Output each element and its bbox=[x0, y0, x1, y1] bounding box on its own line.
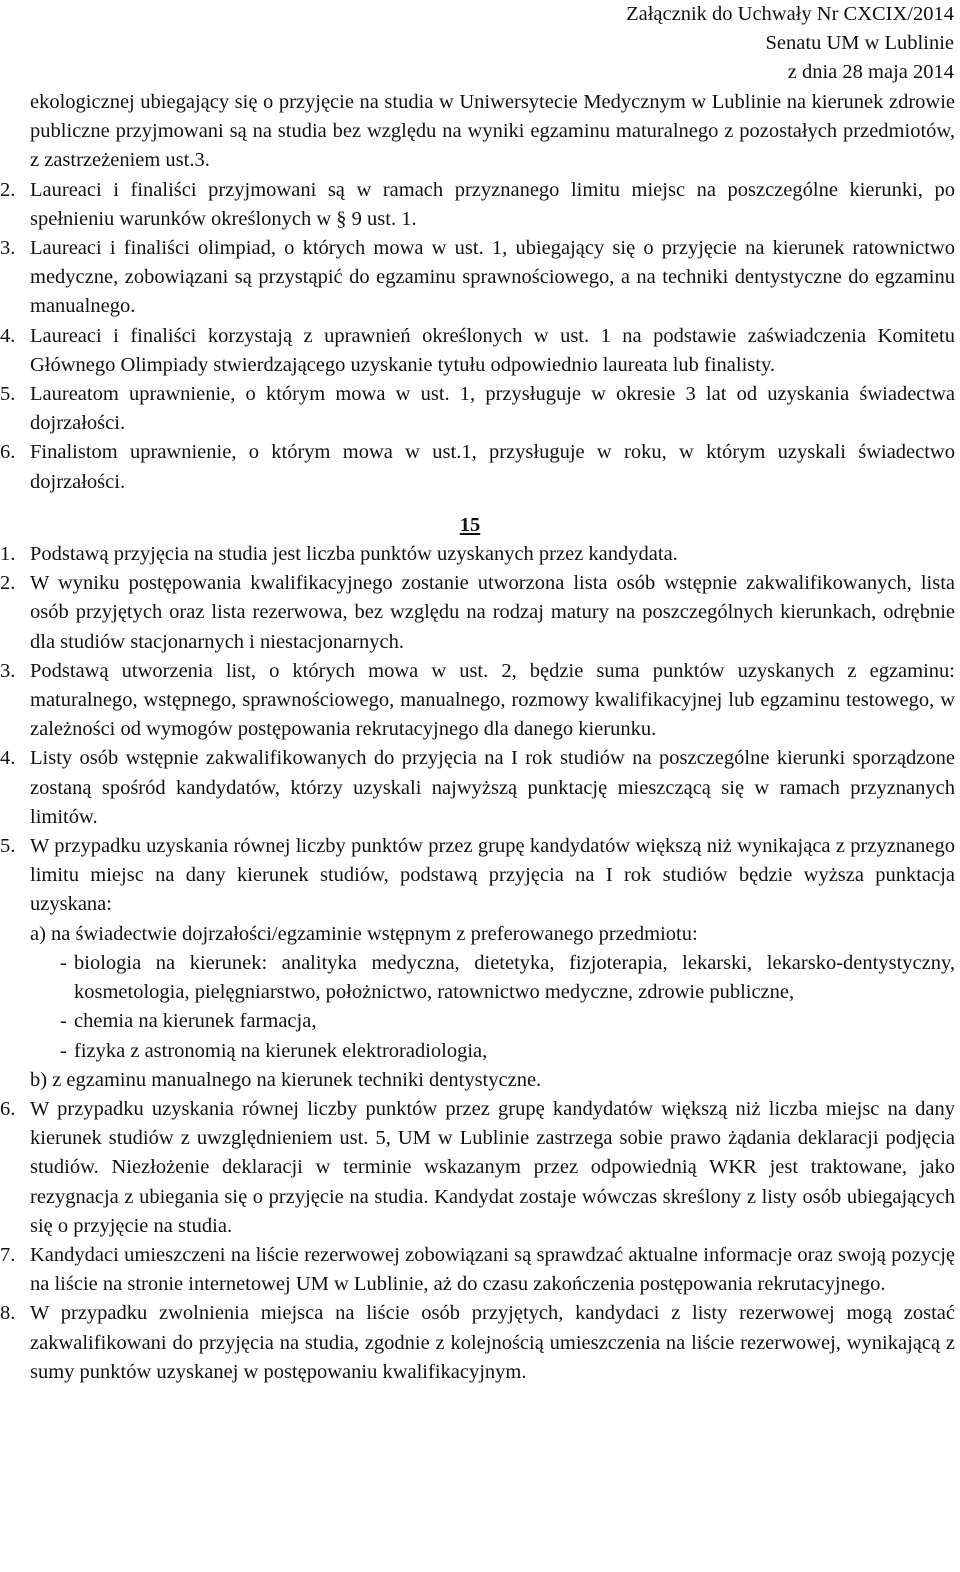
paragraph-text: Podstawą utworzenia list, o których mowa w ust. 2, będzie suma punktów uzyskanych z egzaminu: maturalnego, wstępnego, sprawnościowego, manualnego, rozmowy kwalifikacyjnej lub egzaminu testowego, w zależności od wymogów postępowania rekrutacyjnego dla danego kierunku. bbox=[30, 659, 955, 741]
paragraph-number: 5. bbox=[0, 383, 16, 406]
dash-marker: - bbox=[60, 1039, 67, 1062]
paragraph-item bbox=[0, 438, 955, 496]
document-body bbox=[0, 88, 955, 1387]
dash-marker: - bbox=[60, 951, 67, 974]
paragraph-item bbox=[0, 832, 955, 920]
paragraph-item bbox=[0, 569, 955, 657]
paragraph-number: 4. bbox=[0, 324, 16, 347]
paragraph-number: 7. bbox=[0, 1243, 16, 1266]
paragraph-item bbox=[0, 234, 955, 322]
paragraph-text: Listy osób wstępnie zakwalifikowanych do przyjęcia na I rok studiów na poszczególne kierunki sporządzone zostaną spośród kandydatów, którzy uzyskali najwyższą punktację mieszczącą się w ramach przyznanych limitów. bbox=[30, 747, 955, 828]
paragraph-text: W przypadku uzyskania równej liczby punktów przez grupę kandydatów większą niż liczba miejsc na dany kierunek studiów z uwzględnieniem ust. 5, UM w Lublinie zastrzega sobie prawo żądania deklaracji podjęcia studiów. Niezłożenie deklaracji w terminie wskazanym przez odpowiednią WKR jest traktowane, jako rezygnacja z ubiegania się o przyjęcie na studia. Kandydat zostaje wówczas skreślony z listy osób ubiegających się o przyjęcie na studia. bbox=[30, 1097, 955, 1237]
paragraph-number: 8. bbox=[0, 1302, 16, 1325]
paragraph-number: 3. bbox=[0, 659, 16, 682]
header-attachment-line: Załącznik do Uchwały Nr CXCIX/2014 bbox=[626, 3, 954, 25]
paragraph-text: Laureaci i finaliści przyjmowani są w ramach przyznanego limitu miejsc na poszczególne kierunki, po spełnieniu warunków określonych w § 9 ust. 1. bbox=[30, 178, 955, 230]
paragraph-number: 6. bbox=[0, 441, 16, 464]
paragraph-number: 6. bbox=[0, 1097, 16, 1120]
paragraph-text: Laureaci i finaliści olimpiad, o których mowa w ust. 1, ubiegający się o przyjęcie na kierunek ratownictwo medyczne, zobowiązani są przystąpić do egzaminu sprawnościowego, a na techniki dentystyczne do egzaminu manualnego. bbox=[30, 237, 955, 318]
paragraph-item bbox=[0, 1095, 955, 1241]
dash-text: fizyka z astronomią na kierunek elektroradiologia, bbox=[74, 1039, 488, 1062]
paragraph-text: W przypadku uzyskania równej liczby punktów przez grupę kandydatów większą niż wynikająca z przyznanego limitu miejsc na dany kierunek studiów, podstawą przyjęcia na I rok studiów będzie wyższa punktacja uzyskana: bbox=[30, 835, 955, 916]
paragraph-item bbox=[0, 744, 955, 832]
paragraph-number: 4. bbox=[0, 747, 16, 770]
paragraph-text: W wyniku postępowania kwalifikacyjnego zostanie utworzona lista osób wstępnie zakwalifikowanych, lista osób przyjętych oraz lista rezerwowa, bez względu na rodzaj matury na poszczególnych kierunkach, odrębnie dla studiów stacjonarnych i niestacjonarnych. bbox=[30, 572, 955, 653]
paragraph-text: W przypadku zwolnienia miejsca na liście osób przyjętych, kandydaci z listy rezerwowej mogą zostać zakwalifikowani do przyjęcia na studia, zgodnie z kolejnością umieszczenia na liście rezerwowej, wynikającą z sumy punktów uzyskanej w postępowaniu kwalifikacyjnym. bbox=[30, 1302, 955, 1383]
section-15-items bbox=[0, 540, 955, 1387]
header-senate-line: Senatu UM w Lublinie bbox=[765, 32, 954, 54]
subpoint-a: a) na świadectwie dojrzałości/egzaminie wstępnym z preferowanego przedmiotu: bbox=[30, 922, 698, 945]
paragraph-text: Finalistom uprawnienie, o którym mowa w ust.1, przysługuje w roku, w którym uzyskali świadectwo dojrzałości. bbox=[30, 441, 955, 493]
dash-item bbox=[30, 1007, 955, 1036]
paragraph-text: Kandydaci umieszczeni na liście rezerwowej zobowiązani są sprawdzać aktualne informacje oraz swoją pozycję na liście na stronie internetowej UM w Lublinie, aż do czasu zakończenia postępowania rekrutacyjnego. bbox=[30, 1243, 955, 1296]
paragraph-number: 2. bbox=[0, 572, 16, 595]
subpoint-b: b) z egzaminu manualnego na kierunek techniki dentystyczne. bbox=[30, 1068, 542, 1091]
paragraph-item bbox=[0, 540, 955, 569]
paragraph-number: 1. bbox=[0, 543, 16, 566]
paragraph-item bbox=[0, 1299, 955, 1387]
paragraph-item bbox=[0, 1241, 955, 1299]
dash-text: chemia na kierunek farmacja, bbox=[74, 1010, 317, 1033]
dash-marker: - bbox=[60, 1010, 67, 1033]
section-heading: 15 bbox=[459, 513, 481, 536]
paragraph-item bbox=[0, 657, 955, 745]
dash-item bbox=[30, 1037, 955, 1066]
intro-paragraph: ekologicznej ubiegający się o przyjęcie na studia w Uniwersytecie Medycznym w Lublinie na kierunek zdrowie publiczne przyjmowani są na studia bez względu na wyniki egzaminu maturalnego z pozostałych przedmiotów, z zastrzeżeniem ust.3. bbox=[30, 91, 955, 172]
paragraph-text: Podstawą przyjęcia na studia jest liczba punktów uzyskanych przez kandydata. bbox=[30, 543, 678, 566]
paragraph-item bbox=[0, 380, 955, 438]
section-14-items bbox=[0, 176, 955, 497]
paragraph-item bbox=[0, 176, 955, 234]
paragraph-text: Laureaci i finaliści korzystają z uprawnień określonych w ust. 1 na podstawie zaświadczenia Komitetu Głównego Olimpiady stwierdzającego uzyskanie tytułu odpowiednio laureata lub finalisty. bbox=[30, 324, 955, 376]
paragraph-item bbox=[0, 322, 955, 380]
paragraph-number: 3. bbox=[0, 237, 16, 260]
paragraph-number: 5. bbox=[0, 835, 16, 858]
document-header bbox=[626, 0, 954, 87]
dash-text: biologia na kierunek: analityka medyczna, dietetyka, fizjoterapia, lekarski, lekarsko-dentystyczny, kosmetologia, pielęgniarstwo, położnictwo, ratownictwo medyczne, zdrowie publiczne, bbox=[74, 951, 955, 1004]
paragraph-number: 2. bbox=[0, 178, 16, 201]
paragraph-text: Laureatom uprawnienie, o którym mowa w ust. 1, przysługuje w okresie 3 lat od uzyskania świadectwa dojrzałości. bbox=[30, 383, 955, 435]
dash-item bbox=[30, 949, 955, 1007]
header-date-line: z dnia 28 maja 2014 bbox=[787, 61, 954, 83]
